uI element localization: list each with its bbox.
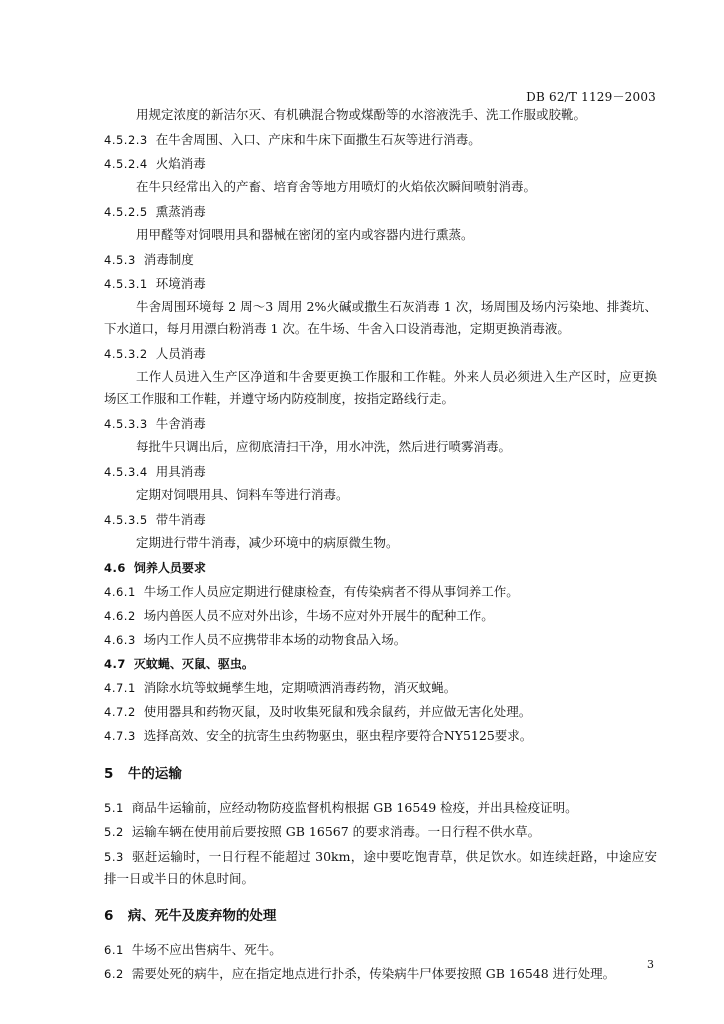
clause-4-5-3-4 (104, 460, 657, 484)
clause-title: 熏蒸消毒 (155, 204, 206, 219)
paragraph-personnel-disinfection: 工作人员进入生产区净道和牛舍要更换工作服和工作鞋。外来人员必须进入生产区时，应更换场区工作服和工作鞋，并遵守场内防疫制度，按指定路线行走。 (104, 369, 657, 406)
page-number: 3 (647, 958, 654, 971)
section-4-7-heading (104, 652, 657, 676)
clause-4-6-1 (104, 580, 657, 604)
clause-text: 商品牛运输前，应经动物防疫监督机构根据 GB 16549 检疫，并出具检疫证明。 (131, 800, 578, 815)
paragraph-fumigation: 用甲醛等对饲喂用具和器械在密闭的室内或容器内进行熏蒸。 (136, 227, 474, 242)
clause-text: 在牛舍周围、入口、产床和牛床下面撒生石灰等进行消毒。 (155, 132, 481, 147)
standard-code-header: DB 62/T 1129－2003 (526, 90, 656, 104)
clause-number: 4.5.3.5 (104, 513, 148, 527)
clause-4-5-3 (104, 248, 657, 272)
clause-number: 5.3 (104, 850, 124, 864)
clause-number: 4.7.3 (104, 729, 136, 743)
clause-4-6-3 (104, 628, 657, 652)
clause-text: 场内工作人员不应携带非本场的动物食品入场。 (143, 632, 407, 647)
paragraph-tool-disinfection: 定期对饲喂用具、饲料车等进行消毒。 (136, 487, 349, 502)
clause-5-3 (104, 846, 657, 890)
chapter-number: 6 (104, 908, 114, 924)
clause-number: 5.2 (104, 825, 124, 839)
clause-number: 4.5.2.3 (104, 133, 148, 147)
clause-title: 带牛消毒 (155, 512, 206, 527)
clause-number: 4.5.3.3 (104, 417, 148, 431)
clause-4-7-2 (104, 700, 657, 724)
clause-text: 驱赶运输时，一日行程不能超过 30km，途中要吃饱青草，供足饮水。如连续赶路，中途应安排一日或半日的休息时间。 (104, 849, 657, 886)
chapter-title: 牛的运输 (127, 766, 182, 782)
chapter-5-heading (104, 762, 657, 786)
clause-text: 牛场不应出售病牛、死牛。 (131, 942, 282, 957)
clause-4-5-3-1 (104, 272, 657, 296)
section-number: 4.7 (104, 657, 126, 671)
clause-number: 6.1 (104, 943, 124, 957)
clause-number: 4.5.3.4 (104, 465, 148, 479)
section-number: 4.6 (104, 561, 126, 575)
clause-4-5-2-5 (104, 200, 657, 224)
clause-4-5-3-2 (104, 342, 657, 366)
clause-number: 4.5.3 (104, 253, 136, 267)
clause-text: 选择高效、安全的抗寄生虫药物驱虫，驱虫程序要符合NY5125要求。 (143, 728, 533, 743)
clause-number: 4.5.2.4 (104, 157, 148, 171)
paragraph-environment-disinfection: 牛舍周围环境每 2 周～3 周用 2%火碱或撒生石灰消毒 1 次，场周围及场内污染地、排粪坑、下水道口，每月用漂白粉消毒 1 次。在牛场、牛舍入口设消毒池，定期更换消毒液。 (104, 299, 657, 336)
chapter-6-heading (104, 904, 657, 928)
clause-title: 火焰消毒 (155, 156, 206, 171)
paragraph-barn-disinfection: 每批牛只调出后，应彻底清扫干净，用水冲洗，然后进行喷雾消毒。 (136, 439, 512, 454)
clause-number: 4.6.3 (104, 633, 136, 647)
clause-number: 4.5.2.5 (104, 205, 148, 219)
clause-4-5-2-3 (104, 128, 657, 152)
clause-5-2 (104, 820, 657, 844)
clause-title: 牛舍消毒 (155, 416, 206, 431)
paragraph-cattle-disinfection: 定期进行带牛消毒，减少环境中的病原微生物。 (136, 535, 399, 550)
clause-text: 使用器具和药物灭鼠，及时收集死鼠和残余鼠药，并应做无害化处理。 (143, 704, 532, 719)
clause-6-2 (104, 962, 657, 986)
clause-number: 6.2 (104, 967, 124, 981)
section-title: 灭蚊蝇、灭鼠、驱虫。 (133, 657, 254, 671)
clause-4-5-2-4 (104, 152, 657, 176)
clause-4-5-3-5 (104, 508, 657, 532)
clause-number: 4.6.2 (104, 609, 136, 623)
clause-4-5-3-3 (104, 412, 657, 436)
clause-number: 4.5.3.1 (104, 277, 148, 291)
clause-number: 4.7.1 (104, 681, 136, 695)
clause-number: 5.1 (104, 801, 124, 815)
clause-text: 运输车辆在使用前后要按照 GB 16567 的要求消毒。一日行程不供水草。 (131, 824, 541, 839)
clause-number: 4.7.2 (104, 705, 136, 719)
clause-4-6-2 (104, 604, 657, 628)
clause-number: 4.5.3.2 (104, 347, 148, 361)
clause-title: 消毒制度 (143, 252, 194, 267)
chapter-number: 5 (104, 766, 114, 782)
clause-title: 环境消毒 (155, 276, 206, 291)
clause-text: 牛场工作人员应定期进行健康检查，有传染病者不得从事饲养工作。 (143, 584, 519, 599)
clause-5-1 (104, 796, 657, 820)
paragraph-flame-disinfection: 在牛只经常出入的产畜、培育舍等地方用喷灯的火焰依次瞬间喷射消毒。 (136, 179, 537, 194)
clause-4-7-3 (104, 724, 657, 748)
clause-text: 需要处死的病牛，应在指定地点进行扑杀，传染病牛尸体要按照 GB 16548 进行处理。 (131, 966, 616, 981)
clause-text: 消除水坑等蚊蝇孳生地，定期喷洒消毒药物，消灭蚊蝇。 (143, 680, 457, 695)
clause-4-7-1 (104, 676, 657, 700)
section-4-6-heading (104, 556, 657, 580)
section-title: 饲养人员要求 (133, 561, 206, 575)
paragraph-hand-washing: 用规定浓度的新洁尔灭、有机碘混合物或煤酚等的水溶液洗手、洗工作服或胶靴。 (136, 107, 587, 122)
clause-title: 人员消毒 (155, 346, 206, 361)
chapter-title: 病、死牛及废弃物的处理 (127, 908, 277, 924)
clause-text: 场内兽医人员不应对外出诊，牛场不应对外开展牛的配种工作。 (143, 608, 494, 623)
clause-number: 4.6.1 (104, 585, 136, 599)
clause-title: 用具消毒 (155, 464, 206, 479)
document-body (104, 104, 657, 986)
clause-6-1 (104, 938, 657, 962)
